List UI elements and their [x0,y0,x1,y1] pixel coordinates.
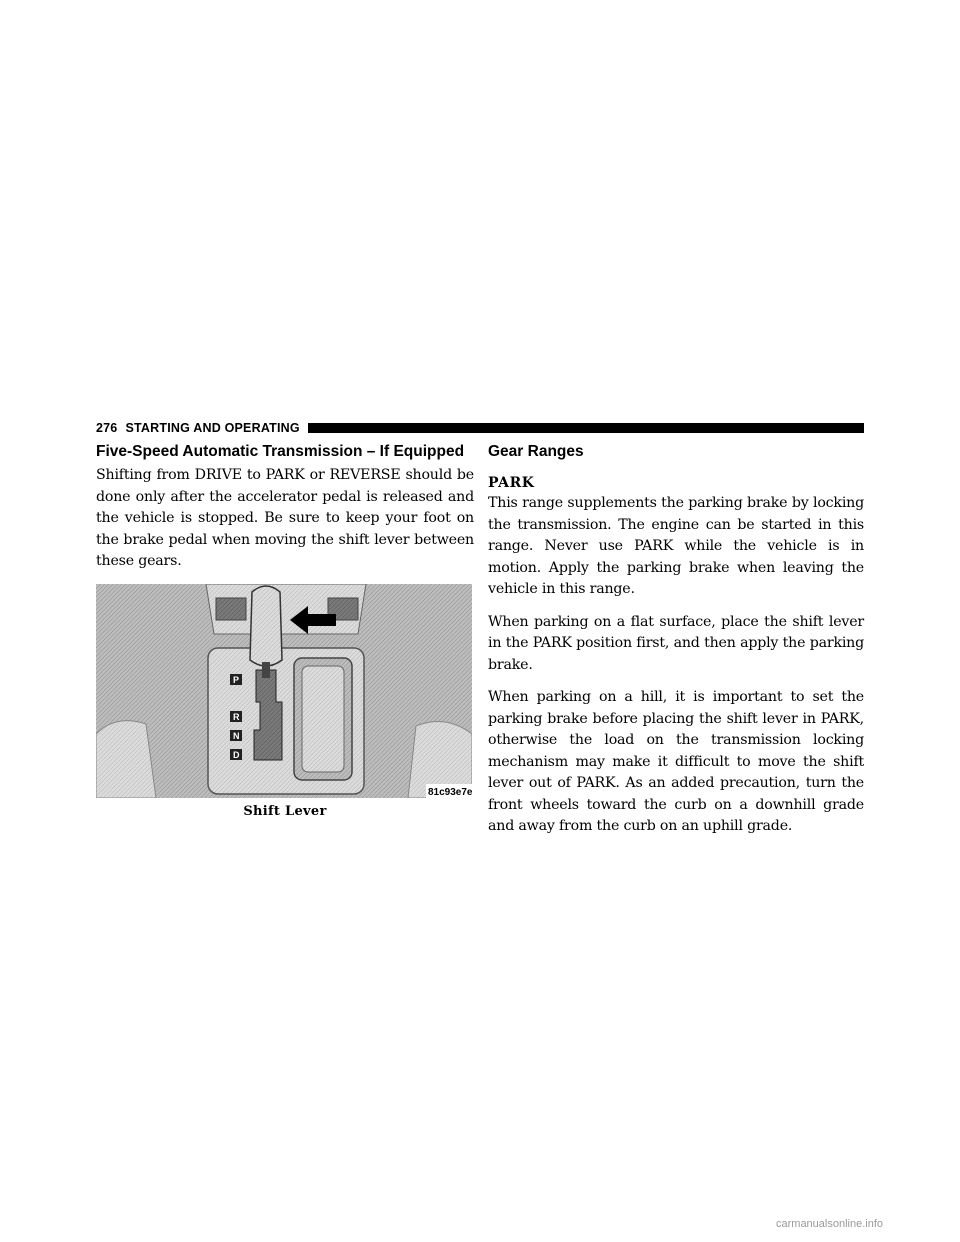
shift-lever-figure [96,584,472,798]
gear-label-d: D [233,749,240,760]
image-code: 81c93e7e [428,786,472,798]
gear-label-p: P [233,674,240,685]
page-number: 276 [96,420,118,435]
watermark: carmanualsonline.info [776,1218,884,1230]
gear-label-r: R [233,711,240,722]
park-paragraph-2: When parking on a flat surface, place the shift lever in the PARK position first, and then apply the parking brake. [488,613,864,673]
left-column [96,442,474,819]
header-rule [308,423,864,433]
right-column [488,442,864,849]
park-subheading: PARK [488,475,535,491]
transmission-paragraph: Shifting from DRIVE to PARK or REVERSE should be done only after the accelerator pedal is released and the vehicle is stopped. Be sure to keep your foot on the brake pedal when moving the shift lever between these gears. [96,467,474,569]
gear-label-n: N [233,730,240,741]
section-title: STARTING AND OPERATING [125,420,300,435]
figure-caption: Shift Lever [243,803,327,819]
park-paragraph-1: This range supplements the parking brake by locking the transmission. The engine can be started in this range. Never use PARK while the vehicle is in motion. Apply the parking brake when leaving the vehicle in this range. [488,495,864,597]
gear-ranges-heading: Gear Ranges [488,443,584,460]
transmission-heading: Five-Speed Automatic Transmission – If Equipped [96,443,465,460]
page-header [96,419,864,436]
park-paragraph-3: When parking on a hill, it is important to set the parking brake before placing the shift lever in PARK, otherwise the load on the transmission locking mechanism may make it difficult to move the shift lever out of PARK. As an added precaution, turn the front wheels toward the curb on a downhill grade and away from the curb on an uphill grade. [488,689,864,834]
